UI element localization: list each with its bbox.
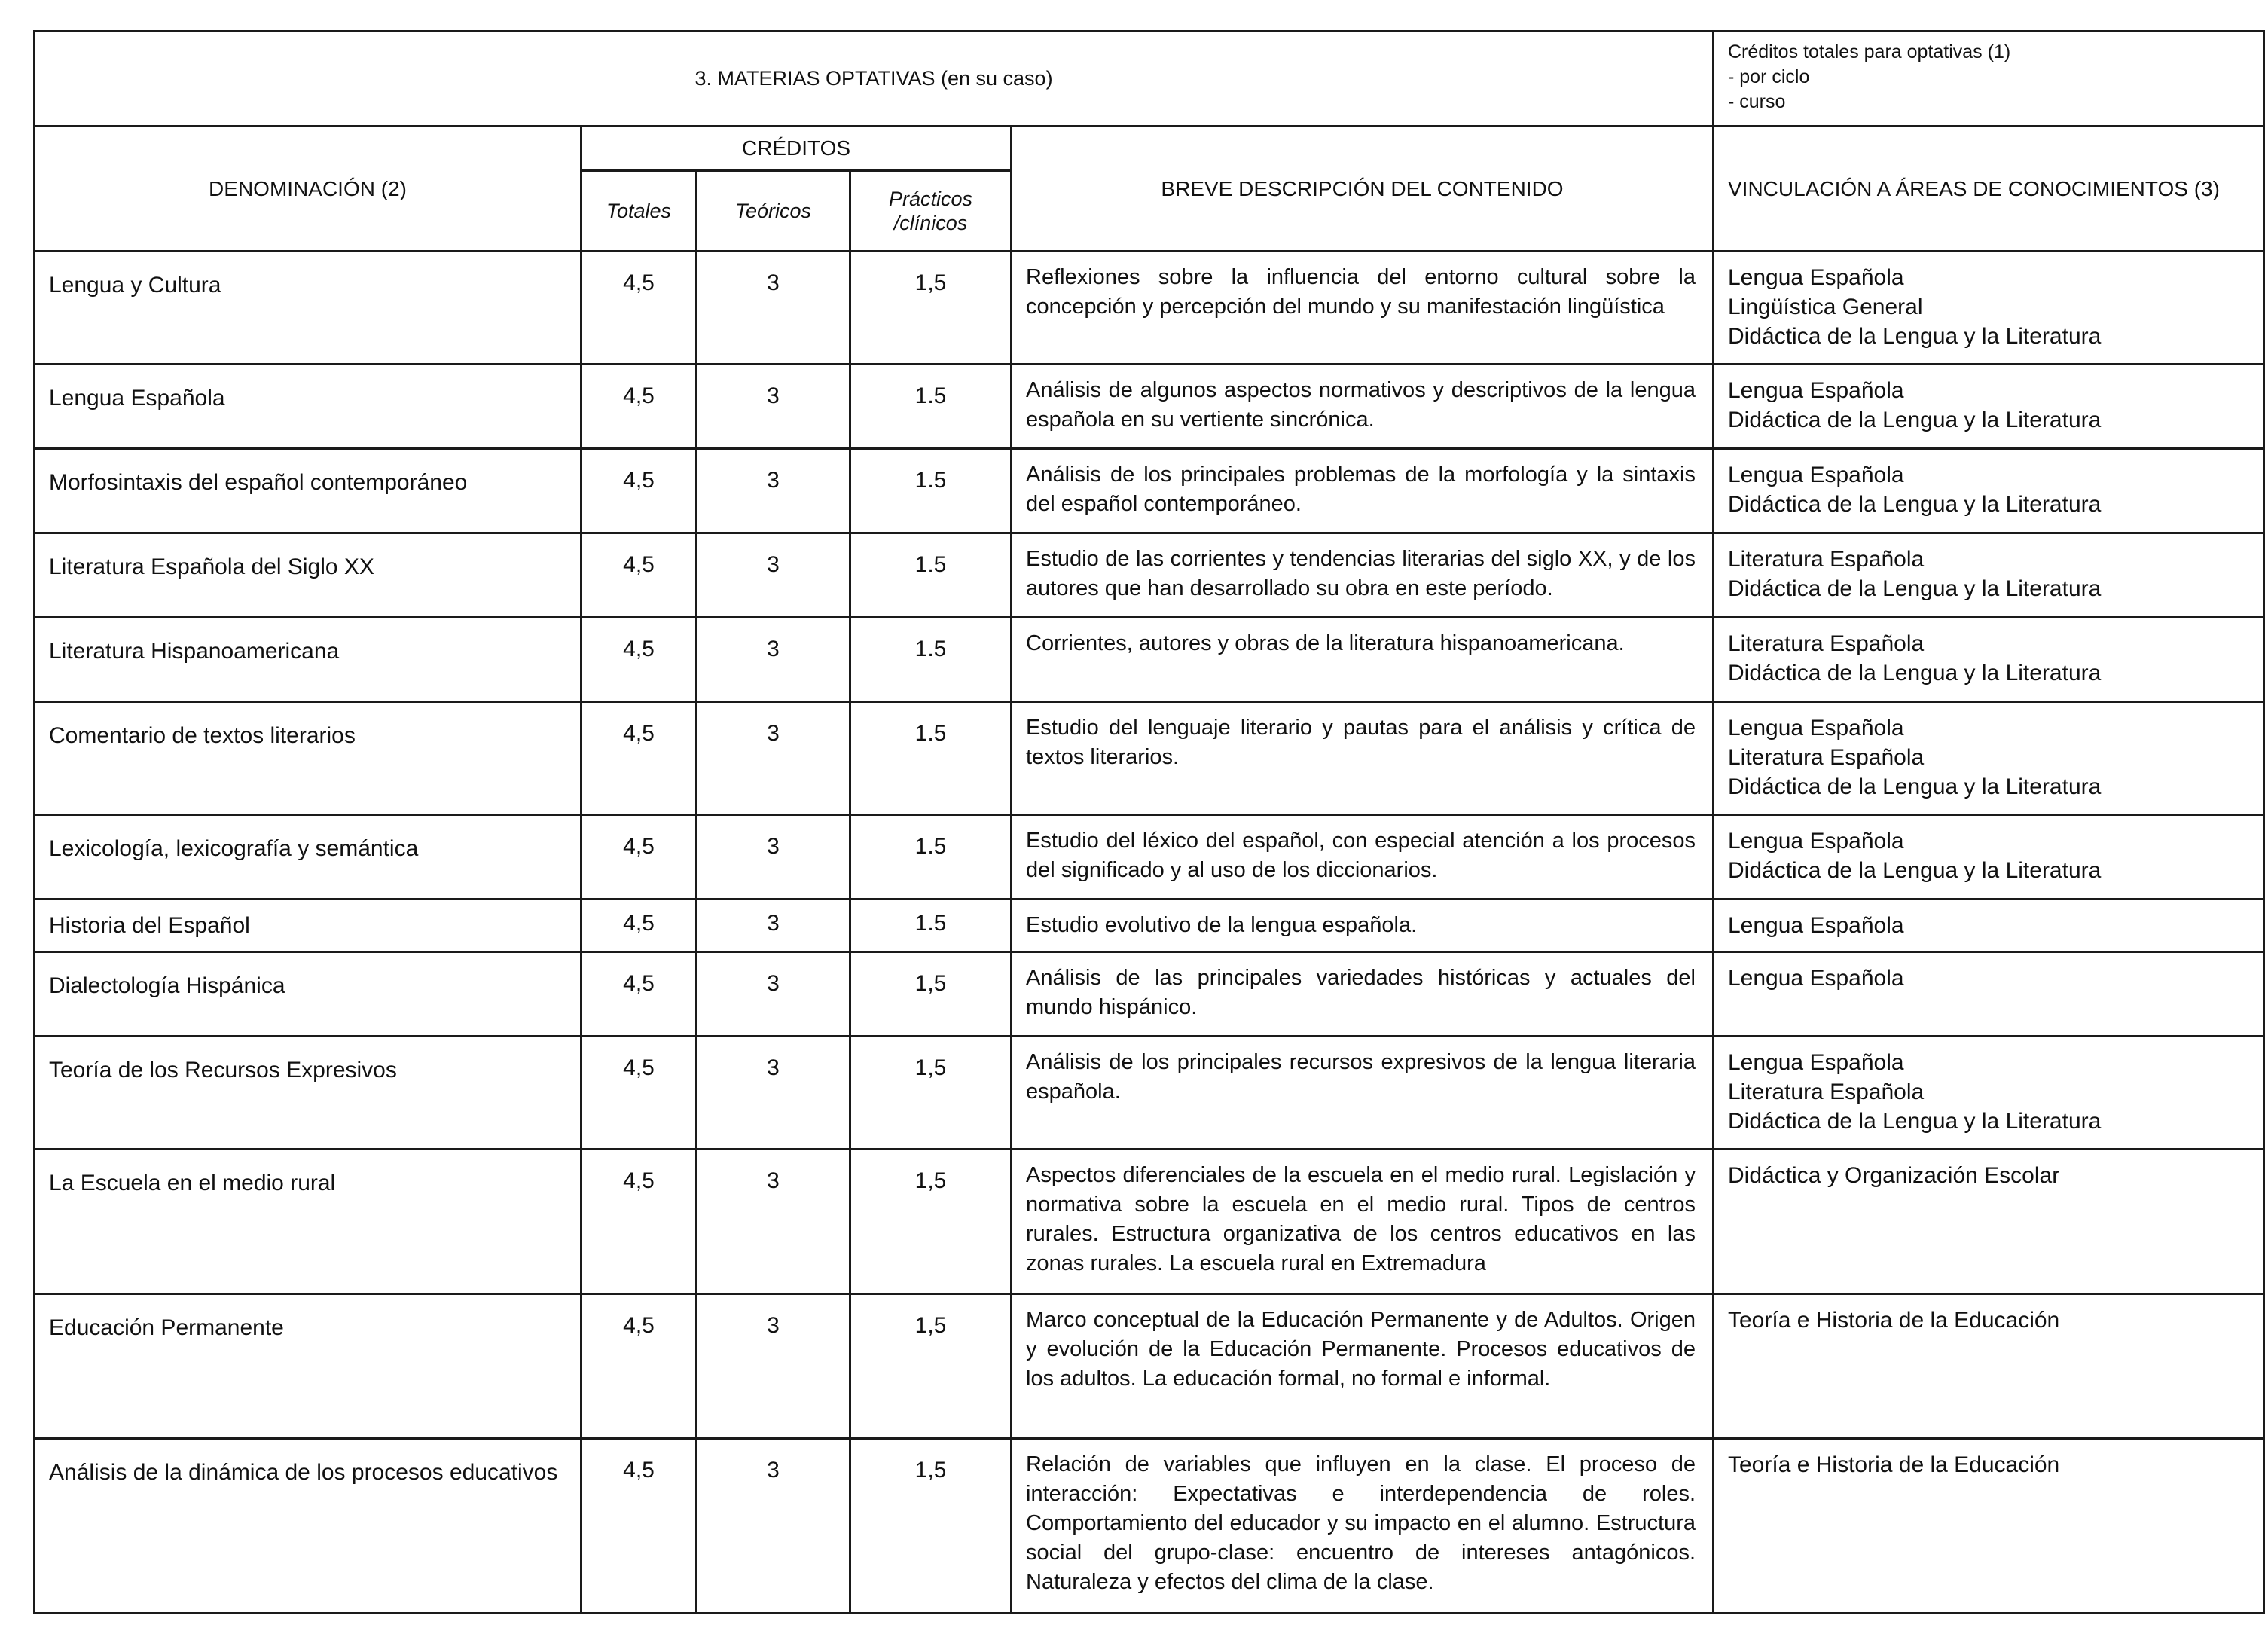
- credits-practicos: 1,5: [850, 1037, 1012, 1150]
- knowledge-area-item: Teoría e Historia de la Educación: [1728, 1452, 2060, 1477]
- content-description: Marco conceptual de la Educación Permanente y de Adultos. Origen y evolución de la Educación Permanente. Procesos educativos de los adultos. La educación formal, no formal e informal.: [1012, 1294, 1714, 1439]
- credits-totales: 4,5: [581, 252, 697, 365]
- content-description: Estudio de las corrientes y tendencias literarias del siglo XX, y de los autores que han desarrollado su obra en este período.: [1012, 533, 1714, 618]
- table-row: [35, 702, 2264, 815]
- content-description: Reflexiones sobre la influencia del entorno cultural sobre la concepción y percepción del mundo y su manifestación lingüística: [1012, 252, 1714, 365]
- credits-teoricos: 3: [697, 1439, 850, 1614]
- credits-practicos: 1,5: [850, 952, 1012, 1037]
- content-description: Estudio del léxico del español, con especial atención a los procesos del significado y al uso de los diccionarios.: [1012, 815, 1714, 899]
- knowledge-area-item: Lengua Española: [1728, 829, 1904, 854]
- knowledge-areas: [1714, 449, 2264, 533]
- content-description: Análisis de los principales problemas de la morfología y la sintaxis del español contemporáneo.: [1012, 449, 1714, 533]
- knowledge-area-item: Didáctica de la Lengua y la Literatura: [1728, 324, 2102, 349]
- credits-practicos: 1,5: [850, 1439, 1012, 1614]
- credits-teoricos: 3: [697, 1037, 850, 1150]
- column-header-row: [35, 127, 2264, 171]
- credits-teoricos: 3: [697, 252, 850, 365]
- knowledge-areas: [1714, 252, 2264, 365]
- content-description: Relación de variables que influyen en la clase. El proceso de interacción: Expectativas e interdependencia de roles. Comportamiento del educador y su impacto en el alumno. Estructura social del grupo-clase: encuentro de intereses antagónicos. Naturaleza y efectos del clima de la clase.: [1012, 1439, 1714, 1614]
- credits-practicos: 1,5: [850, 1294, 1012, 1439]
- credits-practicos: 1,5: [850, 252, 1012, 365]
- table-row: [35, 1294, 2264, 1439]
- credits-totales: 4,5: [581, 815, 697, 899]
- credits-teoricos: 3: [697, 365, 850, 449]
- knowledge-area-item: Lengua Española: [1728, 378, 1904, 403]
- credits-practicos: 1.5: [850, 815, 1012, 899]
- title-row: [35, 32, 2264, 127]
- knowledge-areas: [1714, 815, 2264, 899]
- knowledge-area-item: Lengua Española: [1728, 966, 1904, 991]
- content-description: Análisis de algunos aspectos normativos y descriptivos de la lengua española en su vertiente sincrónica.: [1012, 365, 1714, 449]
- knowledge-areas: [1714, 1037, 2264, 1150]
- subject-name: Lexicología, lexicografía y semántica: [35, 815, 581, 899]
- table-row: [35, 618, 2264, 702]
- credits-practicos: 1.5: [850, 365, 1012, 449]
- credits-totales: 4,5: [581, 1294, 697, 1439]
- knowledge-areas: [1714, 618, 2264, 702]
- knowledge-area-item: Didáctica de la Lengua y la Literatura: [1728, 492, 2102, 517]
- total-credits-info: [1714, 32, 2264, 127]
- knowledge-area-item: Didáctica de la Lengua y la Literatura: [1728, 576, 2102, 601]
- knowledge-area-item: Literatura Española: [1728, 745, 1925, 770]
- credits-info-line: Créditos totales para optativas (1): [1728, 41, 2011, 63]
- knowledge-area-item: Didáctica de la Lengua y la Literatura: [1728, 661, 2102, 686]
- credits-totales: 4,5: [581, 1037, 697, 1150]
- knowledge-area-item: Didáctica y Organización Escolar: [1728, 1163, 2060, 1188]
- content-description: Análisis de las principales variedades históricas y actuales del mundo hispánico.: [1012, 952, 1714, 1037]
- knowledge-areas: [1714, 702, 2264, 815]
- descripcion-header: BREVE DESCRIPCIÓN DEL CONTENIDO: [1012, 127, 1714, 252]
- content-description: Análisis de los principales recursos expresivos de la lengua literaria española.: [1012, 1037, 1714, 1150]
- credits-teoricos: 3: [697, 952, 850, 1037]
- credits-totales: 4,5: [581, 449, 697, 533]
- table-title: 3. MATERIAS OPTATIVAS (en su caso): [35, 32, 1714, 127]
- knowledge-area-item: Lengua Española: [1728, 913, 1904, 938]
- table-row: [35, 815, 2264, 899]
- knowledge-area-item: Lingüística General: [1728, 295, 1923, 319]
- optional-subjects-document: [33, 30, 2263, 1614]
- knowledge-area-item: Teoría e Historia de la Educación: [1728, 1308, 2060, 1333]
- subject-name: Literatura Española del Siglo XX: [35, 533, 581, 618]
- subject-name: Literatura Hispanoamericana: [35, 618, 581, 702]
- subject-name: Educación Permanente: [35, 1294, 581, 1439]
- knowledge-areas: [1714, 1150, 2264, 1294]
- credits-teoricos: 3: [697, 533, 850, 618]
- credits-info-line: - curso: [1728, 91, 1786, 112]
- teoricos-header: Teóricos: [697, 171, 850, 252]
- content-description: Estudio evolutivo de la lengua española.: [1012, 899, 1714, 952]
- credits-totales: 4,5: [581, 702, 697, 815]
- knowledge-area-item: Didáctica de la Lengua y la Literatura: [1728, 408, 2102, 432]
- credits-info-line: - por ciclo: [1728, 66, 1810, 87]
- table-row: [35, 1439, 2264, 1614]
- knowledge-area-item: Didáctica de la Lengua y la Literatura: [1728, 774, 2102, 799]
- creditos-header: CRÉDITOS: [581, 127, 1012, 171]
- knowledge-areas: [1714, 533, 2264, 618]
- credits-totales: 4,5: [581, 365, 697, 449]
- subject-name: La Escuela en el medio rural: [35, 1150, 581, 1294]
- credits-practicos: 1.5: [850, 618, 1012, 702]
- knowledge-area-item: Didáctica de la Lengua y la Literatura: [1728, 858, 2102, 883]
- subject-name: Historia del Español: [35, 899, 581, 952]
- credits-teoricos: 3: [697, 618, 850, 702]
- knowledge-areas: [1714, 365, 2264, 449]
- credits-practicos: 1.5: [850, 702, 1012, 815]
- table-row: [35, 1037, 2264, 1150]
- table-row: [35, 365, 2264, 449]
- credits-practicos: 1,5: [850, 1150, 1012, 1294]
- knowledge-areas: [1714, 1439, 2264, 1614]
- content-description: Corrientes, autores y obras de la literatura hispanoamericana.: [1012, 618, 1714, 702]
- denominacion-header: DENOMINACIÓN (2): [35, 127, 581, 252]
- table-row: [35, 952, 2264, 1037]
- credits-practicos: 1.5: [850, 449, 1012, 533]
- knowledge-areas: [1714, 899, 2264, 952]
- credits-totales: 4,5: [581, 1439, 697, 1614]
- content-description: Aspectos diferenciales de la escuela en el medio rural. Legislación y normativa sobre la escuela en el medio rural. Tipos de centros rurales. Estructura organizativa de los centros educativos en las zonas rurales. La escuela rural en Extremadura: [1012, 1150, 1714, 1294]
- table-row: [35, 533, 2264, 618]
- table-row: [35, 899, 2264, 952]
- credits-teoricos: 3: [697, 899, 850, 952]
- credits-teoricos: 3: [697, 449, 850, 533]
- subject-name: Lengua Española: [35, 365, 581, 449]
- vinculacion-header: VINCULACIÓN A ÁREAS DE CONOCIMIENTOS (3): [1714, 127, 2264, 252]
- credits-practicos: 1.5: [850, 899, 1012, 952]
- credits-teoricos: 3: [697, 1294, 850, 1439]
- knowledge-areas: [1714, 1294, 2264, 1439]
- knowledge-area-item: Literatura Española: [1728, 1080, 1925, 1104]
- practicos-header: Prácticos /clínicos: [850, 171, 1012, 252]
- knowledge-area-item: Lengua Española: [1728, 265, 1904, 290]
- knowledge-areas: [1714, 952, 2264, 1037]
- table-row: [35, 1150, 2264, 1294]
- credits-teoricos: 3: [697, 815, 850, 899]
- knowledge-area-item: Didáctica de la Lengua y la Literatura: [1728, 1109, 2102, 1134]
- credits-totales: 4,5: [581, 533, 697, 618]
- credits-totales: 4,5: [581, 899, 697, 952]
- knowledge-area-item: Lengua Española: [1728, 716, 1904, 741]
- subject-name: Teoría de los Recursos Expresivos: [35, 1037, 581, 1150]
- knowledge-area-item: Lengua Española: [1728, 463, 1904, 487]
- knowledge-area-item: Lengua Española: [1728, 1050, 1904, 1075]
- credits-totales: 4,5: [581, 952, 697, 1037]
- credits-totales: 4,5: [581, 1150, 697, 1294]
- totales-header: Totales: [581, 171, 697, 252]
- subject-name: Comentario de textos literarios: [35, 702, 581, 815]
- content-description: Estudio del lenguaje literario y pautas para el análisis y crítica de textos literarios.: [1012, 702, 1714, 815]
- subject-name: Morfosintaxis del español contemporáneo: [35, 449, 581, 533]
- knowledge-area-item: Literatura Española: [1728, 547, 1925, 572]
- credits-practicos: 1.5: [850, 533, 1012, 618]
- subject-name: Dialectología Hispánica: [35, 952, 581, 1037]
- credits-teoricos: 3: [697, 702, 850, 815]
- table-row: [35, 252, 2264, 365]
- credits-totales: 4,5: [581, 618, 697, 702]
- knowledge-area-item: Literatura Española: [1728, 631, 1925, 656]
- table-row: [35, 449, 2264, 533]
- optional-subjects-table: [33, 30, 2265, 1614]
- subject-name: Análisis de la dinámica de los procesos educativos: [35, 1439, 581, 1614]
- credits-teoricos: 3: [697, 1150, 850, 1294]
- subject-name: Lengua y Cultura: [35, 252, 581, 365]
